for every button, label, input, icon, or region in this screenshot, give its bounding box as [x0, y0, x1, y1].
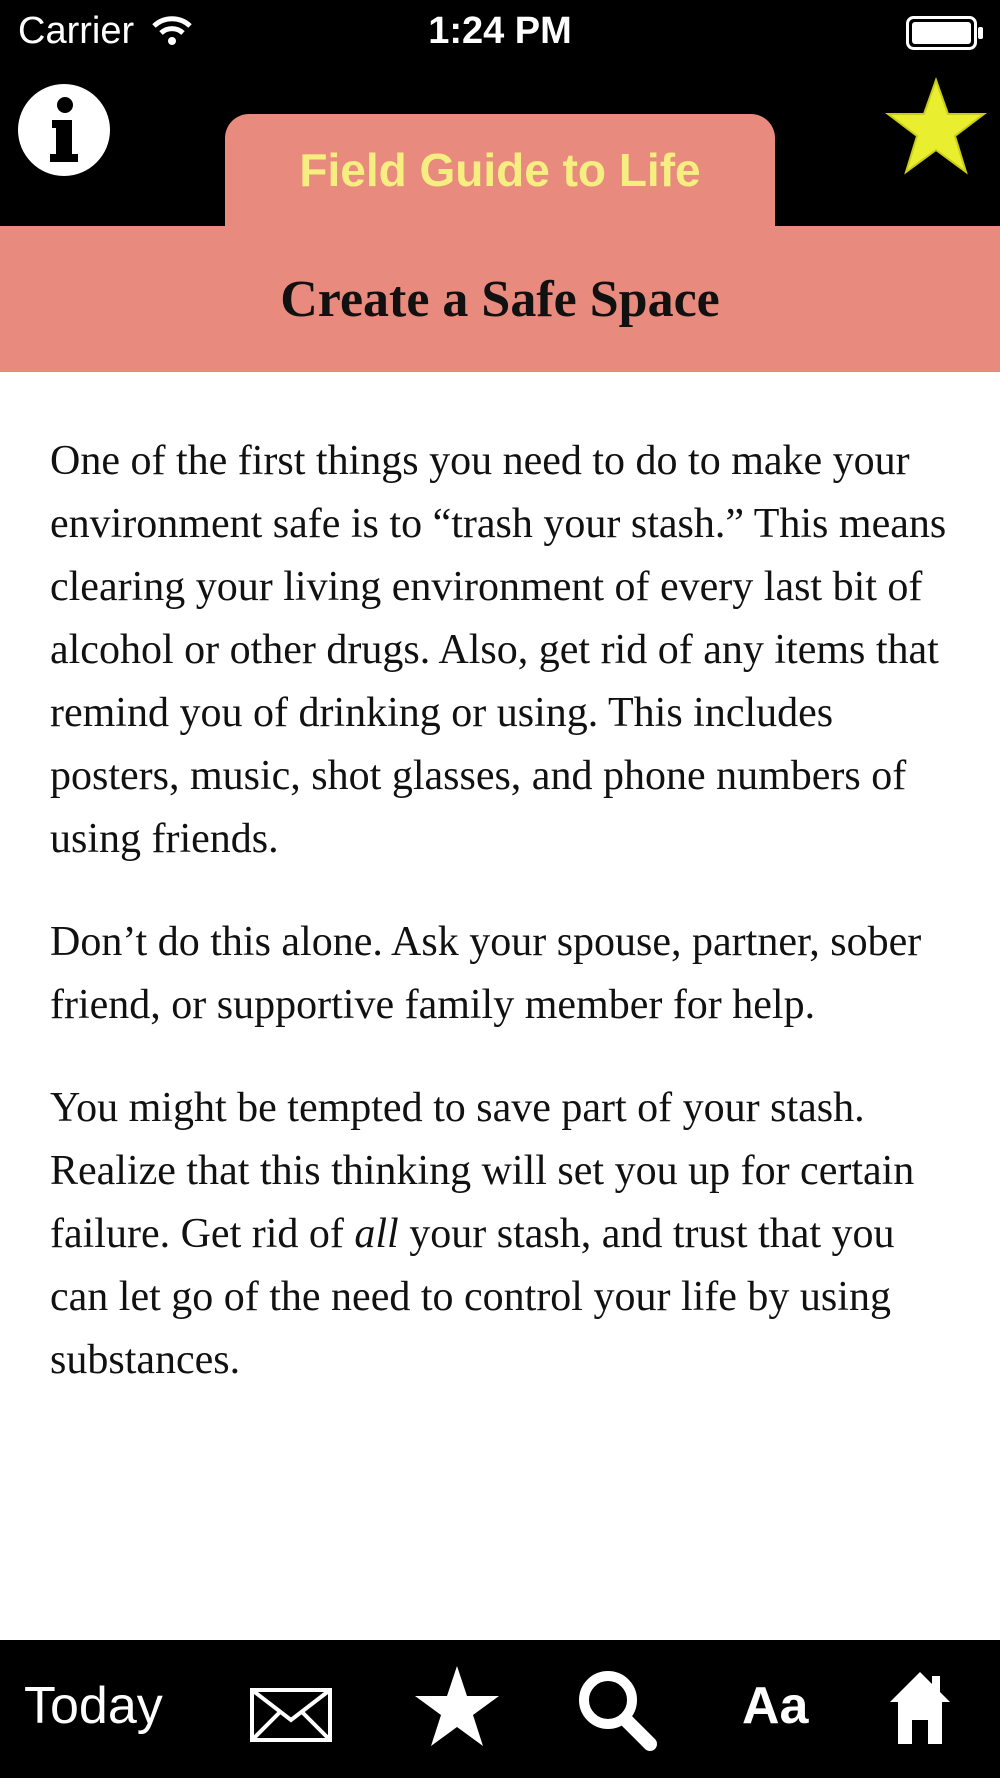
battery-icon	[906, 16, 984, 50]
article-body	[50, 430, 950, 1432]
font-size-button[interactable]: Aa	[742, 1677, 809, 1735]
app-header	[0, 66, 1000, 226]
page-title: Create a Safe Space	[280, 270, 720, 328]
search-icon[interactable]	[576, 1668, 658, 1752]
app-title-tab	[225, 114, 775, 226]
paragraph: One of the first things you need to do to make your environment safe is to “trash your stash.” This means clearing your living environment of every last bit of alcohol or other drugs. Also, get rid of any items that remind you of drinking or using. This includes posters, music, shot glasses, and phone numbers of using friends.	[50, 438, 947, 862]
status-bar	[0, 0, 1000, 66]
favorite-star-icon[interactable]	[884, 76, 988, 180]
emphasis-text: all	[354, 1211, 399, 1257]
today-button[interactable]: Today	[24, 1677, 163, 1735]
paragraph-text: your stash, and trust that you can let go of the need to control your life by using substances.	[50, 1211, 895, 1383]
mail-icon[interactable]	[250, 1688, 332, 1742]
home-icon[interactable]	[888, 1670, 952, 1746]
carrier-label: Carrier	[18, 10, 135, 52]
star-icon[interactable]	[414, 1664, 500, 1750]
info-icon[interactable]	[16, 82, 112, 178]
app-title: Field Guide to Life	[299, 144, 701, 196]
paragraph: Don’t do this alone. Ask your spouse, partner, sober friend, or supportive family member for help.	[50, 919, 922, 1028]
section-header	[0, 226, 1000, 372]
clock-time: 1:24 PM	[428, 10, 572, 52]
paragraph-text: You might be tempted to save part of your stash. Realize that this thinking will set you up for certain failure. Get rid of	[50, 1085, 915, 1257]
bottom-toolbar	[0, 1640, 1000, 1778]
paragraph	[50, 1077, 950, 1392]
